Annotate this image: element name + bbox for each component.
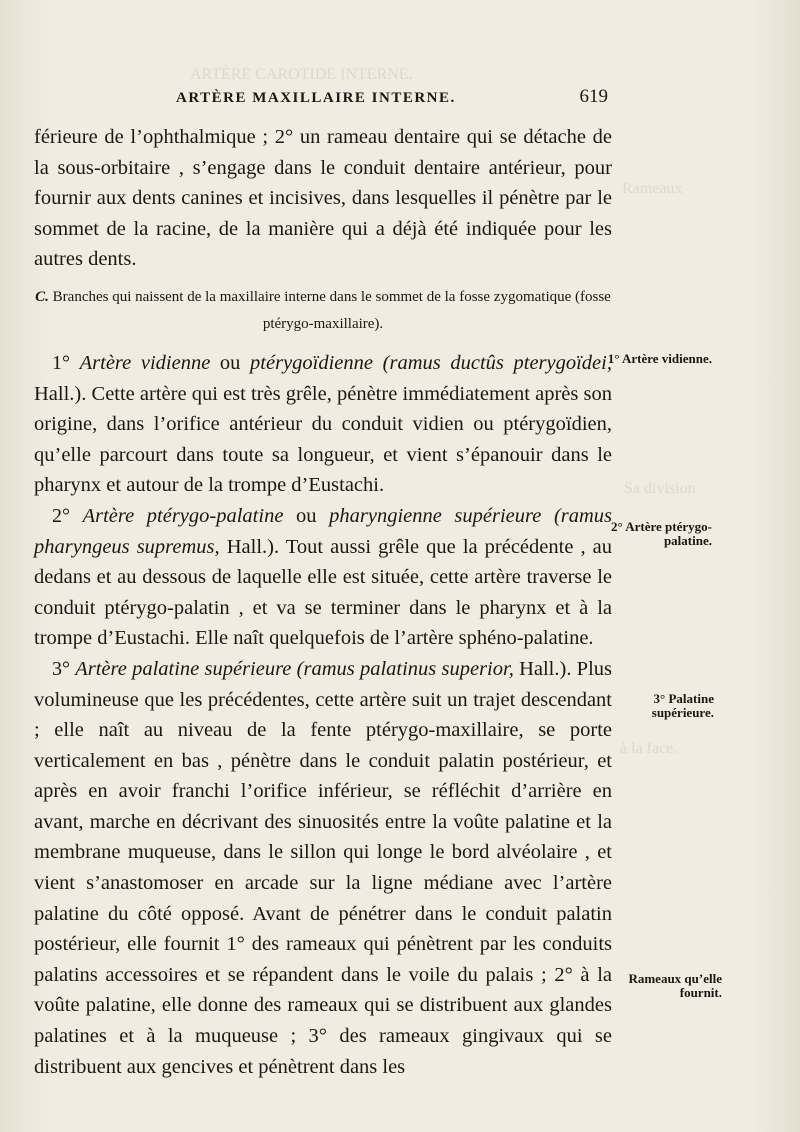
artery-name: Artère vidienne bbox=[79, 351, 211, 374]
paragraph-continuation: férieure de l’ophthalmique ; 2° un rameau dentaire qui se détache de la sous-orbitaire , s’engage dans le conduit dentaire antérieur, pour fournir aux dents canines et incisives, dans lesquelles il pénètre par le sommet de la racine, de la manière qui a déjà été indiquée pour les autres dents. bbox=[34, 126, 612, 271]
paragraph-body: Hall.). Plus volumineuse que les précédentes, cette artère suit un trajet descendant ; elle naît au niveau de la fente ptérygo-maxillaire, se porte verticalement en bas , pénètre dans le conduit palatin postérieur, et après en avoir franchi l’orifice inférieur, se réfléchit d’arrière en avant, marche en décrivant des sinuosités entre la voûte palatine et la membrane muqueuse, dans le sillon qui longe le bord alvéolaire , et vient s’anastomoser en arcade sur la ligne médiane avec l’artère palatine du côté opposé. Avant de pénétrer dans le conduit palatin postérieur, elle fournit 1° des rameaux qui pénètrent par les conduits palatins accessoires et se répandent dans le voile du palais ; 2° à la voûte palatine, elle donne des rameaux qui se distribuent aux glandes palatines et à la muqueuse ; 3° des rameaux gingivaux qui se distribuent aux gencives et pénètrent dans les bbox=[34, 657, 613, 1078]
show-through-text: Rameaux bbox=[622, 180, 683, 197]
paragraph-vidienne bbox=[34, 348, 612, 501]
body-text bbox=[34, 122, 612, 1082]
latin-name: (ramus pharyngeus supremus, bbox=[34, 504, 613, 558]
item-number: 2° bbox=[52, 504, 70, 527]
section-heading bbox=[34, 284, 612, 338]
paragraph-palatine-superieure bbox=[34, 654, 612, 1082]
artery-alt-name: ptérygoïdienne bbox=[250, 351, 374, 374]
margin-note-pterygo-palatine: 2° Artère ptérygo-palatine. bbox=[611, 519, 712, 548]
paragraph-pterygo-palatine bbox=[34, 501, 612, 654]
conjunction: ou bbox=[219, 351, 241, 374]
paragraph-body: Hall.). Cette artère qui est très grêle, pénètre immédiatement après son origine, dans l’orifice antérieur du conduit vidien ou ptérygoïdien, qu’elle parcourt dans toute sa longueur, et vient s’épanouir dans le pharynx et autour de la trompe d’Eustachi. bbox=[34, 382, 612, 497]
margin-note-rameaux: Rameaux qu’elle fournit. bbox=[628, 971, 722, 1000]
margin-note-vidienne: 1° Artère vidienne. bbox=[607, 351, 712, 366]
section-letter: C. bbox=[35, 288, 49, 305]
latin-name: (ramus palatinus superior, bbox=[296, 657, 514, 680]
artery-name: Artère palatine supérieure bbox=[75, 657, 292, 680]
item-number: 3° bbox=[52, 657, 70, 680]
artery-alt-name: pharyngienne supérieure bbox=[329, 504, 542, 527]
paragraph-body: Hall.). Tout aussi grêle que la précédente , au dedans et au dessous de laquelle elle est située, cette artère traverse le conduit ptérygo-palatin , et va se terminer dans le pharynx et à la trompe d’Eustachi. Elle naît quelquefois de l’artère sphéno-palatine. bbox=[34, 535, 612, 650]
artery-name: Artère ptérygo-palatine bbox=[82, 504, 284, 527]
latin-name: (ramus ductûs pterygoïdei, bbox=[382, 351, 612, 374]
show-through-text: à la face. bbox=[620, 740, 678, 757]
page-number: 619 bbox=[579, 86, 608, 107]
margin-note-palatine-superieure: 3° Palatine supérieure. bbox=[651, 691, 714, 720]
section-title: Branches qui naissent de la maxillaire interne dans le sommet de la fosse zygomatique (fosse ptérygo-maxillaire). bbox=[52, 288, 611, 332]
show-through-text: ARTÈRE CAROTIDE INTERNE. bbox=[190, 66, 413, 83]
conjunction: ou bbox=[296, 504, 317, 527]
running-head: ARTÈRE MAXILLAIRE INTERNE. bbox=[176, 90, 456, 106]
show-through-text: Sa division bbox=[624, 480, 696, 497]
item-number: 1° bbox=[52, 351, 70, 374]
